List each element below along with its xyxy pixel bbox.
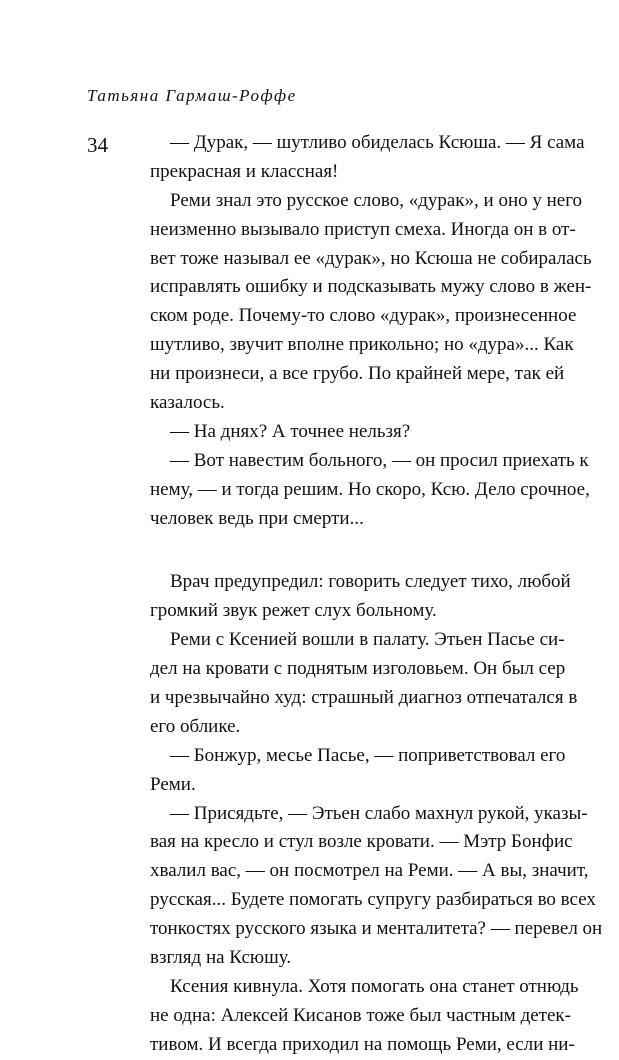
section-break: [150, 533, 542, 568]
text-line: вая на кресло и стул возле кровати. — Мэтр Бонфис: [150, 831, 573, 853]
text-line: взгляд на Ксюшу.: [150, 947, 292, 969]
text-line: Реми.: [150, 773, 196, 795]
text-line: его облике.: [150, 715, 241, 737]
text-line: громкий звук режет слух больному.: [150, 600, 437, 622]
text-line: человек ведь при смерти...: [150, 507, 364, 529]
text-line: прекрасная и классная!: [150, 160, 339, 182]
text-line: не одна: Алексей Кисанов тоже был частным детек-: [150, 1004, 571, 1026]
text-line: шутливо, звучит вполне прикольно; но «дура»... Как: [150, 334, 574, 356]
text-line: ни произнеси, а все грубо. По крайней мере, так ей: [150, 363, 565, 385]
text-line: Ксения кивнула. Хотя помогать она станет отнюдь: [170, 975, 579, 997]
page-number: 34: [87, 133, 108, 157]
text-line: — На днях? А точнее нельзя?: [170, 420, 411, 442]
text-line: — Присядьте, — Этьен слабо махнул рукой, указы-: [170, 802, 588, 824]
text-line: дел на кровати с поднятым изголовьем. Он был сер: [150, 658, 566, 680]
running-header: Татьяна Гармаш-Роффе: [87, 86, 297, 105]
text-line: неизменно вызывало приступ смеха. Иногда он в от-: [150, 218, 576, 240]
text-line: — Вот навестим больного, — он просил приехать к: [170, 449, 589, 471]
text-line: Реми знал это русское слово, «дурак», и оно у него: [170, 189, 583, 211]
text-line: Врач предупредил: говорить следует тихо, любой: [170, 571, 571, 593]
text-line: тивом. И всегда приходил на помощь Реми, если ни-: [150, 1033, 575, 1055]
text-line: — Бонжур, месье Пасье, — поприветствовал его: [170, 744, 566, 766]
text-line: ском роде. Почему-то слово «дурак», произнесенное: [150, 305, 577, 327]
page-body-text: [150, 129, 603, 1060]
text-line: — Дурак, — шутливо обиделась Ксюша. — Я сама: [170, 132, 585, 153]
text-line: Реми с Ксенией вошли в палату. Этьен Пасье си-: [170, 629, 565, 651]
text-line: нему, — и тогда решим. Но скоро, Ксю. Дело срочное,: [150, 478, 590, 500]
text-line: русская... Будете помогать супругу разбираться во всех: [150, 889, 596, 911]
text-line: и чрезвычайно худ: страшный диагноз отпечатался в: [150, 687, 578, 709]
text-line: вет тоже называл ее «дурак», но Ксюша не собиралась: [150, 247, 592, 269]
text-line: тонкостях русского языка и менталитета? — перевел он: [150, 918, 603, 940]
text-line: исправлять ошибку и подсказывать мужу слово в жен-: [150, 276, 592, 298]
text-line: казалось.: [150, 392, 225, 414]
text-line: хвалил вас, — он посмотрел на Реми. — А вы, значит,: [150, 860, 589, 882]
